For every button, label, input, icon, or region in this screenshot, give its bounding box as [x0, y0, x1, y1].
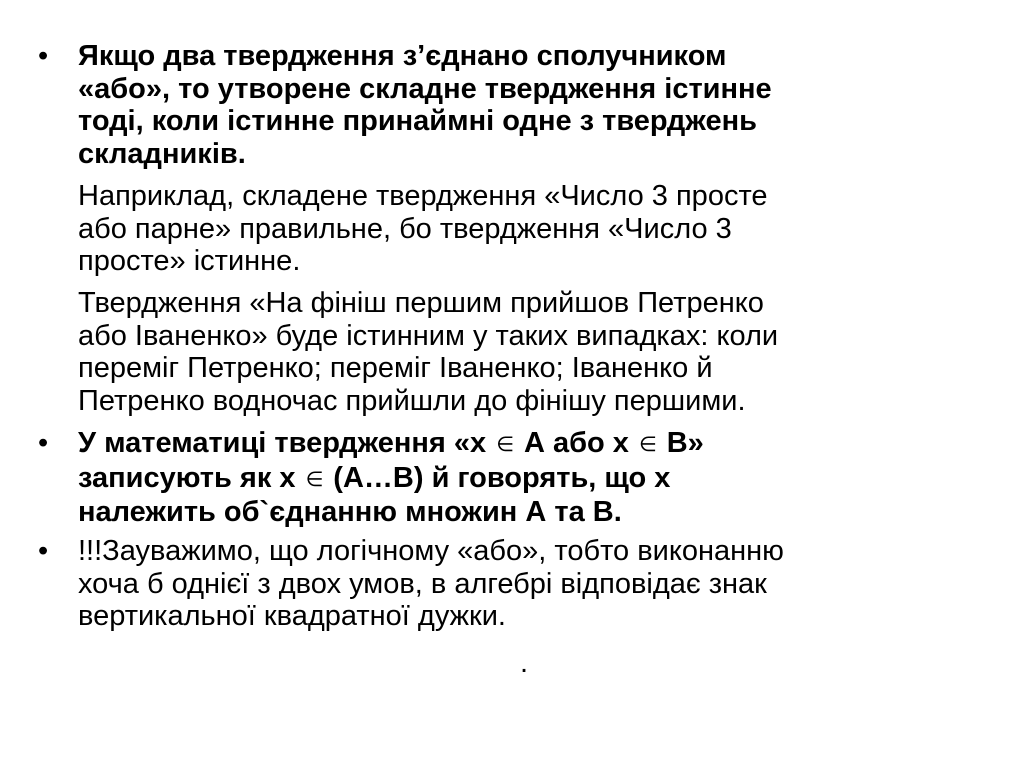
text-line: Наприклад, складене твердження «Число 3 просте [78, 180, 768, 212]
text-line: хоча б однієї з двох умов, в алгебрі відповідає знак [78, 567, 767, 600]
text-segment: А або х [515, 427, 637, 459]
text-line: Петренко водночас прийшли до фінішу першими. [78, 384, 746, 417]
text-line: належить об`єднанню множин А та В. [78, 496, 622, 528]
bullet-2: • [38, 427, 49, 459]
text-line: або Іваненко» буде істинним у таких випадках: коли [78, 319, 779, 352]
text-segment: записують як х [78, 461, 304, 494]
text-line [78, 462, 958, 497]
text-line [78, 427, 958, 462]
element-of-symbol: ∈ [496, 434, 514, 456]
paragraph-example-number [78, 180, 958, 278]
paragraph-math-notation [78, 427, 958, 529]
element-of-symbol: ∈ [305, 468, 324, 491]
text-line: просте» істинне. [78, 245, 301, 277]
paragraph-note [78, 535, 958, 633]
text-line: Твердження «На фініш першим прийшов Петренко [78, 287, 764, 319]
text-line: тоді, коли істинне принаймні одне з тверджень [78, 105, 757, 137]
element-of-symbol: ∈ [638, 434, 657, 456]
text-line: «або», то утворене складне твердження істинне [78, 72, 772, 105]
text-line: вертикальної квадратної дужки. [78, 600, 506, 632]
text-line: або парне» правильне, бо твердження «Число 3 [78, 212, 732, 245]
text-line: Якщо два твердження з’єднано сполучником [78, 40, 727, 72]
paragraph-example-race [78, 287, 958, 417]
text-line: !!!Зауважимо, що логічному «або», тобто виконанню [78, 535, 784, 567]
text-segment: В» [658, 427, 704, 459]
trailing-dot: . [520, 647, 529, 679]
text-segment: (А…В) й говорять, що х [325, 461, 671, 494]
paragraph-or-definition [78, 40, 958, 170]
text-line: складників. [78, 137, 246, 170]
text-line: переміг Петренко; переміг Іваненко; Іваненко й [78, 352, 713, 384]
bullet-1: • [38, 40, 49, 72]
bullet-3: • [38, 535, 49, 567]
text-segment: У математиці твердження «х [78, 427, 495, 459]
